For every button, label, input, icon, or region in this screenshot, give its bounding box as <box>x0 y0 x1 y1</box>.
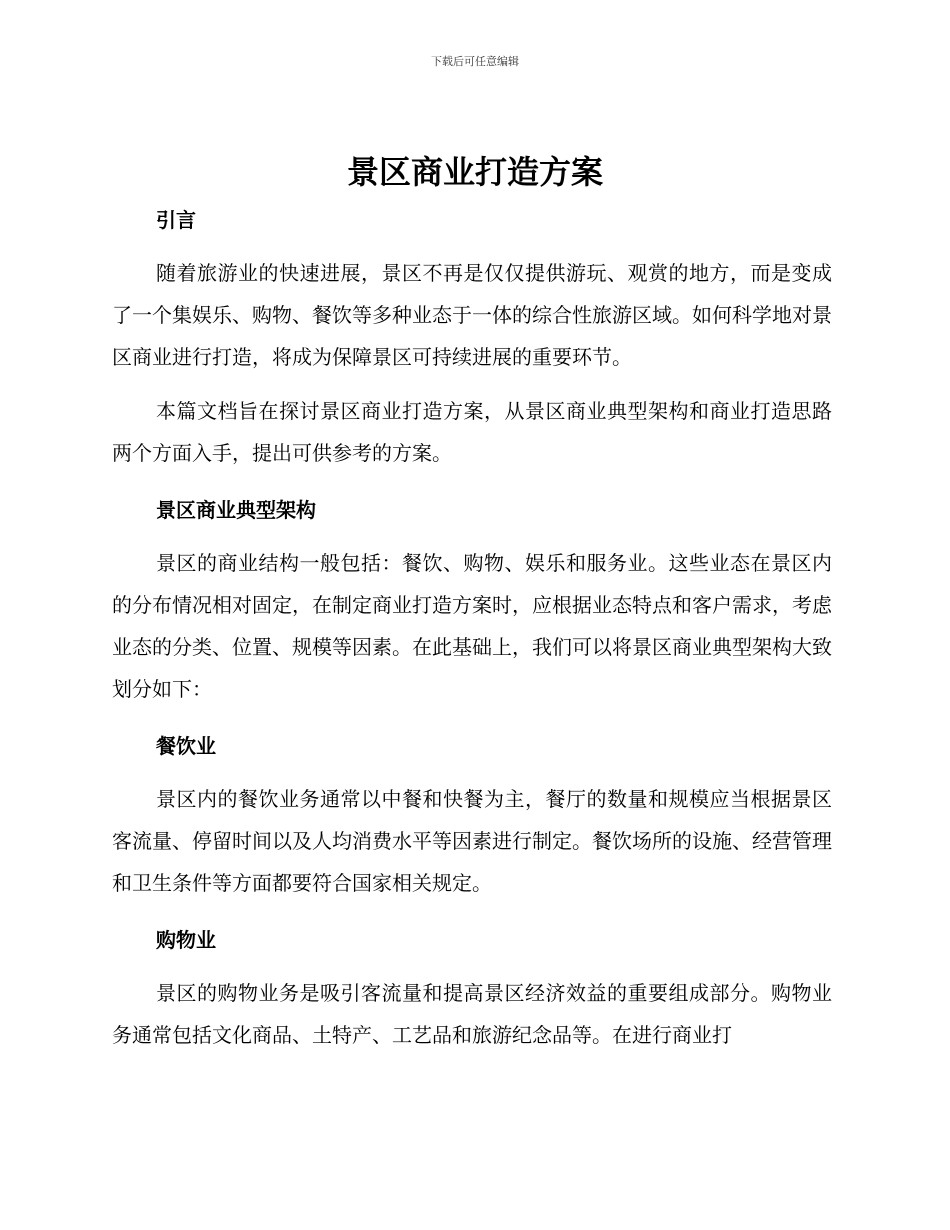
paragraph-intro-2: 本篇文档旨在探讨景区商业打造方案，从景区商业典型架构和商业打造思路两个方面入手，提出可供参考的方案。 <box>112 399 832 465</box>
paragraph-architecture-1: 景区的商业结构一般包括：餐饮、购物、娱乐和服务业。这些业态在景区内的分布情况相对固定，在制定商业打造方案时，应根据业态特点和客户需求，考虑业态的分类、位置、规模等因素。在此基础上，我们可以将景区商业典型架构大致划分如下： <box>112 551 832 701</box>
document-body <box>112 200 832 1056</box>
document-title: 景区商业打造方案 <box>346 153 603 191</box>
section-heading-food: 餐饮业 <box>156 734 216 758</box>
paragraph-shopping-1: 景区的购物业务是吸引客流量和提高景区经济效益的重要组成部分。购物业务通常包括文化商品、土特产、工艺品和旅游纪念品等。在进行商业打 <box>112 981 832 1047</box>
paragraph-intro-1: 随着旅游业的快速进展，景区不再是仅仅提供游玩、观赏的地方，而是变成了一个集娱乐、购物、餐饮等多种业态于一体的综合性旅游区域。如何科学地对景区商业进行打造，将成为保障景区可持续进展的重要环节。 <box>112 261 832 369</box>
section-heading-architecture: 景区商业典型架构 <box>156 498 316 522</box>
paragraph-food-1: 景区内的餐饮业务通常以中餐和快餐为主，餐厅的数量和规模应当根据景区客流量、停留时间以及人均消费水平等因素进行制定。餐饮场所的设施、经营管理和卫生条件等方面都要符合国家相关规定。 <box>112 787 832 895</box>
section-heading-intro: 引言 <box>156 208 196 232</box>
section-heading-shopping: 购物业 <box>156 928 216 952</box>
header-note: 下载后可任意编辑 <box>431 55 519 68</box>
